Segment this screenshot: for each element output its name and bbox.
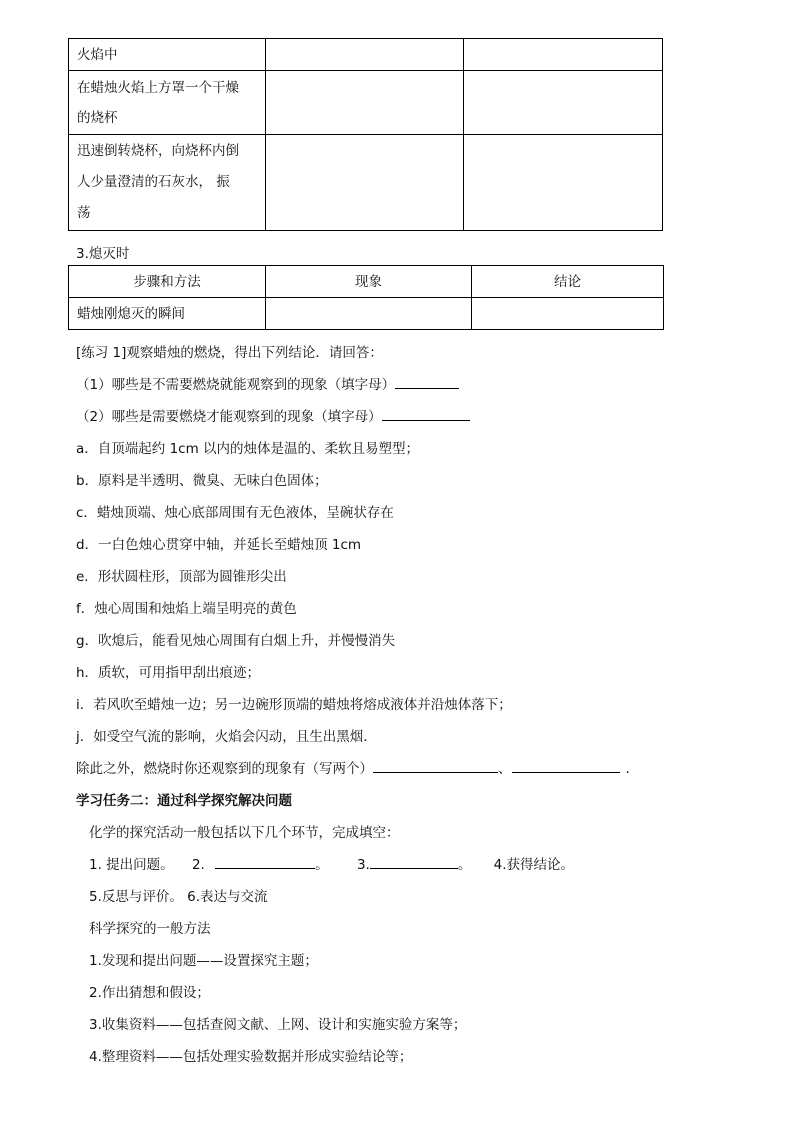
header-steps: 步骤和方法	[69, 266, 266, 298]
method-item: 3.收集资料——包括查阅文献、上网、设计和实施实验方案等；	[89, 1017, 467, 1033]
task2-steps-line: 1. 提出问题。 2. 。 3. 。 4.获得结论。	[89, 853, 574, 873]
table-cell-blank[interactable]	[266, 71, 464, 135]
observation-table-1	[68, 38, 663, 231]
exercise-item-g: g．吹熄后，能看见烛心周围有白烟上升，并慢慢消失	[76, 633, 396, 649]
exercise-item-j: j．如受空气流的影响，火焰会闪动，且生出黑烟．	[76, 729, 377, 745]
table-cell-step: 迅速倒转烧杯，向烧杯内倒 人少量澄清的石灰水， 振 荡	[69, 135, 266, 231]
header-conclusion: 结论	[472, 266, 664, 298]
exercise-item-b: b．原料是半透明、微臭、无味白色固体；	[76, 473, 328, 489]
table-cell-blank[interactable]	[266, 135, 464, 231]
table-cell-blank[interactable]	[464, 71, 663, 135]
method-item: 2.作出猜想和假设；	[89, 985, 210, 1001]
exercise-item-h: h．质软，可用指甲刮出痕迹；	[76, 665, 261, 681]
table-header-row	[69, 266, 664, 298]
exercise-item-e: e．形状圆柱形，顶部为圆锥形尖出	[76, 569, 287, 585]
table-cell-step: 在蜡烛火焰上方罩一个干燥 的烧杯	[69, 71, 266, 135]
table-row	[69, 298, 664, 330]
section-3-title: 3.熄灭时	[76, 246, 130, 262]
method-item: 4.整理资料——包括处理实验数据并形成实验结论等；	[89, 1049, 413, 1065]
answer-blank-extra-2[interactable]	[512, 758, 620, 773]
table-row	[69, 135, 663, 231]
exercise-item-d: d．一白色烛心贯穿中轴，并延长至蜡烛顶 1cm	[76, 537, 362, 553]
method-title: 科学探究的一般方法	[89, 921, 211, 937]
table-cell-blank[interactable]	[472, 298, 664, 330]
observation-table-2	[68, 265, 664, 330]
answer-blank-q2[interactable]	[382, 406, 470, 421]
exercise-item-c: c．蜡烛顶端、烛心底部周围有无色液体，呈碗状存在	[76, 505, 394, 521]
task2-title: 学习任务二：通过科学探究解决问题	[76, 793, 292, 809]
task2-steps-line-2: 5.反思与评价。 6.表达与交流	[89, 889, 268, 905]
exercise-item-f: f．烛心周围和烛焰上端呈明亮的黄色	[76, 601, 297, 617]
table-cell-step: 火焰中	[69, 39, 266, 71]
header-phenomenon: 现象	[266, 266, 472, 298]
table-cell-step: 蜡烛刚熄灭的瞬间	[69, 298, 266, 330]
table-cell-blank[interactable]	[266, 39, 464, 71]
answer-blank-extra-1[interactable]	[373, 758, 498, 773]
exercise-item-i: i．若风吹至蜡烛一边；另一边碗形顶端的蜡烛将熔成液体并沿烛体落下；	[76, 697, 512, 713]
table-row	[69, 71, 663, 135]
answer-blank-step3[interactable]	[370, 854, 458, 869]
task2-intro: 化学的探究活动一般包括以下几个环节，完成填空：	[89, 825, 400, 841]
exercise-extra: 除此之外，燃烧时你还观察到的现象有（写两个） 、 .	[76, 757, 630, 777]
table-row	[69, 39, 663, 71]
exercise-q1: （1）哪些是不需要燃烧就能观察到的现象（填字母）	[76, 373, 459, 393]
answer-blank-q1[interactable]	[395, 374, 459, 389]
answer-blank-step2[interactable]	[215, 854, 315, 869]
exercise-item-a: a．自顶端起约 1cm 以内的烛体是温的、柔软且易塑型；	[76, 441, 420, 457]
exercise-q2: （2）哪些是需要燃烧才能观察到的现象（填字母）	[76, 405, 470, 425]
table-cell-blank[interactable]	[266, 298, 472, 330]
table-cell-blank[interactable]	[464, 135, 663, 231]
table-cell-blank[interactable]	[464, 39, 663, 71]
exercise-intro: [练习 1]观察蜡烛的燃烧，得出下列结论．请回答：	[76, 345, 383, 361]
method-item: 1.发现和提出问题——设置探究主题；	[89, 953, 318, 969]
